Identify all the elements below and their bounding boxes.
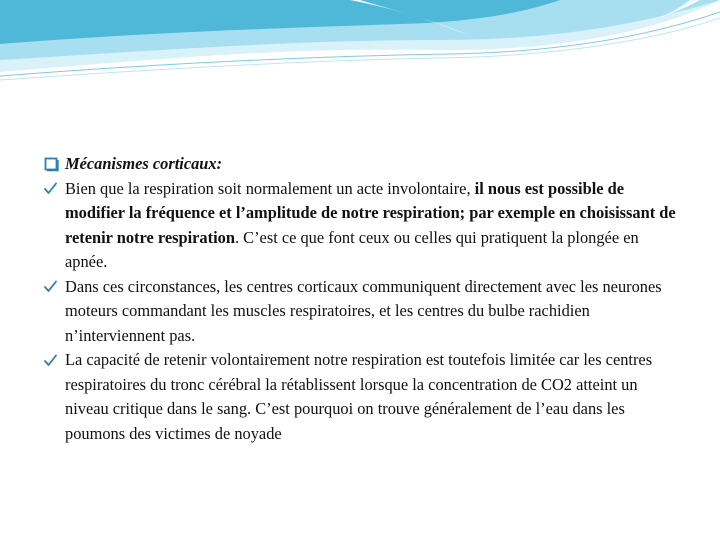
checkmark-icon <box>44 348 62 372</box>
bullet-1-part-3: . C’est ce que font ceux ou celles qui pratiquent la plongée en apnée. <box>65 227 639 271</box>
bullet-item-1 <box>44 177 684 275</box>
content-area <box>44 152 684 446</box>
bullet-1-text <box>65 179 676 272</box>
hollow-square-bullet-icon <box>44 152 62 176</box>
checkmark-icon <box>44 275 62 299</box>
heading-text: Mécanismes corticaux: <box>65 154 223 173</box>
bullet-item-3 <box>44 348 684 446</box>
decorative-wave-header <box>0 0 720 90</box>
checkmark-icon <box>44 177 62 201</box>
bullet-item-2 <box>44 275 684 349</box>
bullet-3-text: La capacité de retenir volontairement notre respiration est toutefois limitée car les centres respiratoires du tronc cérébral la rétablissent lorsque la concentration de CO2 atteint un niveau critique dans le sang. C’est pourquoi on trouve généralement de l’eau dans les poumons des victimes de noyade <box>65 350 653 443</box>
section-heading <box>44 152 684 177</box>
bullet-2-text: Dans ces circonstances, les centres corticaux communiquent directement avec les neurones moteurs commandant les muscles respiratoires, et les centres du bulbe rachidien n’interviennent pas. <box>65 276 662 345</box>
bullet-1-part-2-bold: il nous est possible de modifier la fréquence et l’amplitude de notre respiration; par exemple en choisissant de retenir notre respiration <box>65 178 676 247</box>
bullet-1-part-1: Bien que la respiration soit normalement un acte involontaire, <box>65 178 475 198</box>
